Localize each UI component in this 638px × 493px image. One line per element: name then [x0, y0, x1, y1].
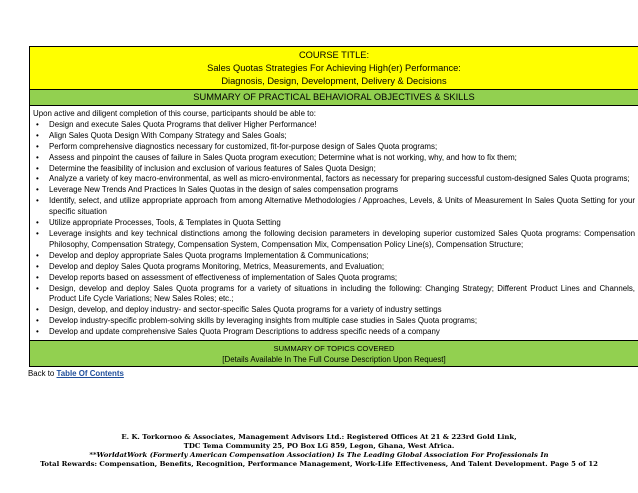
- back-link-prefix: Back to: [28, 369, 57, 379]
- table-of-contents-link[interactable]: Table Of Contents: [56, 369, 124, 379]
- bullet-icon: •: [36, 228, 39, 238]
- objective-item: [33, 273, 635, 284]
- bullet-icon: •: [36, 163, 39, 173]
- objective-text: Leverage New Trends And Practices In Sales Quotas in the design of sales compensation programs: [49, 185, 399, 195]
- course-title-line-2: Diagnosis, Design, Development, Delivery & Decisions: [221, 76, 447, 86]
- back-link-line: [28, 368, 638, 379]
- objective-item: [33, 262, 635, 273]
- objective-text: Perform comprehensive diagnostics necessary for customized, fit-for-purpose design of Sales Quota programs;: [49, 141, 438, 151]
- objective-text: Design, develop, and deploy industry- and sector-specific Sales Quota programs for a variety of industry settings: [49, 305, 442, 315]
- bullet-icon: •: [36, 316, 39, 326]
- objective-text: Determine the feasibility of inclusion and exclusion of various features of Sales Quota Design;: [49, 163, 376, 173]
- objective-text: Design, develop and deploy Sales Quota programs for a variety of situations in including the following: Changing Strategy; Different Product Lines and Channels, Product Life Cycle Variations; New Sales Roles; etc.;: [49, 283, 635, 304]
- bullet-icon: •: [36, 283, 39, 293]
- objective-item: [33, 153, 635, 164]
- objective-item: [33, 229, 635, 251]
- bullet-icon: •: [36, 272, 39, 282]
- bullet-icon: •: [36, 174, 39, 184]
- objective-text: Develop reports based on assessment of effectiveness of implementation of Sales Quota programs;: [49, 272, 398, 282]
- page-footer: [0, 433, 638, 469]
- bullet-icon: •: [36, 141, 39, 151]
- bullet-icon: •: [36, 327, 39, 337]
- objective-item: [33, 251, 635, 262]
- objective-item: [33, 164, 635, 175]
- objective-item: [33, 218, 635, 229]
- objective-item: [33, 185, 635, 196]
- objective-text: Leverage insights and key technical distinctions among the following decision parameters in developing superior customized Sales Quota programs: Compensation Philosophy, Compensation Strategy, Compensation System, Compensation Mix, Compensation Policy Line(s), Compensation Structure;: [49, 228, 635, 249]
- bullet-icon: •: [36, 305, 39, 315]
- objective-text: Develop industry-specific problem-solving skills by leveraging insights from multiple case studies in Sales Quota programs;: [49, 316, 478, 326]
- objectives-heading: SUMMARY OF PRACTICAL BEHAVIORAL OBJECTIVES & SKILLS: [30, 90, 638, 106]
- course-title-line-1: Sales Quotas Strategies For Achieving High(er) Performance:: [207, 63, 461, 73]
- objective-text: Develop and deploy appropriate Sales Quota programs Implementation & Communications;: [49, 250, 369, 260]
- objective-item: [33, 174, 635, 185]
- objective-item: [33, 284, 635, 306]
- footer-line-3: **WorldatWork (Formerly American Compensation Association) Is The Leading Global Association For Professionals In: [89, 451, 549, 459]
- course-table: [29, 46, 638, 367]
- bullet-icon: •: [36, 250, 39, 260]
- topics-heading: SUMMARY OF TOPICS COVERED: [273, 344, 395, 354]
- bullet-icon: •: [36, 261, 39, 271]
- objectives-body: [30, 106, 638, 341]
- objectives-intro: Upon active and diligent completion of this course, participants should be able to:: [33, 109, 316, 118]
- objectives-list: [33, 120, 635, 338]
- bullet-icon: •: [36, 196, 39, 206]
- objective-item: [33, 142, 635, 153]
- footer-line-1: E. K. Torkornoo & Associates, Management Advisors Ltd.: Registered Offices At 21 & 223rd Gold Link,: [121, 433, 517, 441]
- objective-item: [33, 196, 635, 218]
- objective-text: Align Sales Quota Design With Company Strategy and Sales Goals;: [49, 130, 287, 140]
- objective-text: Utilize appropriate Processes, Tools, & Templates in Quota Setting: [49, 218, 281, 228]
- objective-item: [33, 316, 635, 327]
- objective-item: [33, 305, 635, 316]
- document-page: [29, 46, 638, 379]
- objective-item: [33, 120, 635, 131]
- bullet-icon: •: [36, 185, 39, 195]
- topics-block: [30, 341, 638, 366]
- footer-line-2: TDC Tema Community 25, PO Box LG 859, Legon, Ghana, West Africa.: [183, 442, 455, 450]
- objective-item: [33, 327, 635, 338]
- objective-text: Develop and update comprehensive Sales Quota Program Descriptions to address specific needs of a company: [49, 327, 440, 337]
- objective-text: Analyze a variety of key macro-environmental, as well as micro-environmental, factors as necessary for preparing successful custom-designed Sales Quota programs;: [49, 174, 630, 184]
- objective-text: Assess and pinpoint the causes of failure in Sales Quota program execution; Determine what is not working, why, and how to fix them;: [49, 152, 517, 162]
- objective-text: Identify, select, and utilize appropriate approach from among Alternative Methodologies / Approaches, Levels, & Units of Measurement In Sales Quota Setting for your specific situation: [49, 196, 635, 217]
- course-title-block: [30, 47, 638, 90]
- footer-line-4: Total Rewards: Compensation, Benefits, Recognition, Performance Management, Work-Life Effectiveness, And Talent Development. Page 5 of 12: [40, 460, 598, 468]
- bullet-icon: •: [36, 130, 39, 140]
- bullet-icon: •: [36, 218, 39, 228]
- objective-text: Develop and deploy Sales Quota programs Monitoring, Metrics, Measurements, and Evaluation;: [49, 261, 385, 271]
- objective-text: Design and execute Sales Quota Programs that deliver Higher Performance!: [49, 119, 317, 129]
- course-title-label: COURSE TITLE:: [298, 50, 370, 60]
- topics-detail: [Details Available In The Full Course Description Upon Request]: [222, 355, 446, 365]
- bullet-icon: •: [36, 119, 39, 129]
- bullet-icon: •: [36, 152, 39, 162]
- objective-item: [33, 131, 635, 142]
